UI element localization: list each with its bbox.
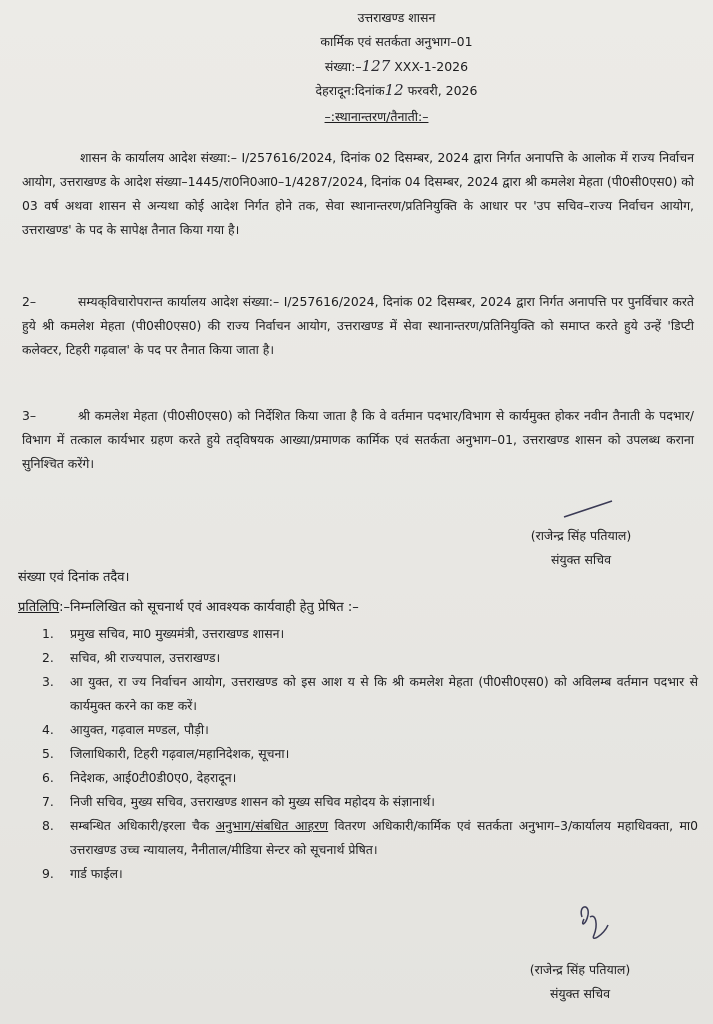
list-item: 4. आयुक्त, गढ़वाल मण्डल, पौड़ी। [42, 722, 209, 737]
paragraph-2 [22, 290, 694, 362]
list-item: 9. गार्ड फाईल। [42, 866, 123, 881]
subject-line: –:स्थानान्तरण/तैनाती:– [324, 109, 429, 124]
order-date-label: देहरादून:दिनांक [315, 83, 385, 98]
department-title: कार्मिक एवं सतर्कता अनुभाग–01 [320, 34, 473, 49]
paragraph-3-text: श्री कमलेश मेहता (पी0सी0एस0) को निर्देशित किया जाता है कि वे वर्तमान पदभार/विभाग से कार्यमुक्त होकर नवीन तैनाती के पदभार/विभाग में तत्काल कार्यभार ग्रहण करते हुये तद्‌विषयक आख्या/प्रमाणक कार्मिक एवं सतर्कता अनुभाग–01, उत्तराखण्ड शासन को उपलब्ध कराना सुनिश्चित करेंगे। [22, 408, 694, 471]
signatory-designation: संयुक्त सचिव [549, 986, 611, 1001]
signature-block-2 [480, 958, 680, 1006]
govt-title: उत्तराखण्ड शासन [357, 10, 436, 25]
paragraph-1: शासन के कार्यालय आदेश संख्या:– I/257616/2024, दिनांक 02 दिसम्बर, 2024 द्वारा निर्गत अनापत्ति के आलोक में राज्य निर्वाचन आयोग, उत्तराखण्ड के आदेश संख्या–1445/रा0नि0आ0–1/4287/2024, दिनांक 04 दिसम्बर, 2024 द्वारा श्री कमलेश मेहता (पी0सी0एस0) को 03 वर्ष अथवा शासन से अन्यथा कोई आदेश निर्गत होने तक, सेवा स्थानान्तरण/प्रतिनियुक्ति के आधार पर 'उप सचिव–राज्य निर्वाचन आयोग, उत्तराखण्ड' के पद के सापेक्ष तैनात किया गया है। [22, 150, 694, 237]
list-item: 1. प्रमुख सचिव, मा0 मुख्यमंत्री, उत्तराखण्ड शासन। [42, 626, 285, 641]
order-number-rest: XXX-1-2026 [394, 59, 469, 74]
paragraph-2-number: 2– [22, 294, 37, 309]
paragraph-3 [22, 404, 694, 476]
list-item: 8. सम्बन्धित अधिकारी/इरला चैक अनुभाग/संबधित आहरण वितरण अधिकारी/कार्मिक एवं सतर्कता अनुभाग–3/कार्यालय महाधिवक्ता, मा0 उत्तराखण्ड उच्च न्यायालय, नैनीताल/मीडिया सेन्टर को सूचनार्थ प्रेषित। [42, 818, 698, 857]
order-date-handwritten: 12 [384, 81, 404, 99]
reference-line: संख्या एवं दिनांक तदैव। [18, 570, 130, 585]
signatory-name: (राजेन्द्र सिंह पतियाल) [530, 528, 632, 543]
order-date [40, 82, 713, 99]
order-number-label: संख्या:– [324, 59, 362, 74]
list-item: 3. आ युक्त, रा ज्य निर्वाचन आयोग, उत्तराखण्ड को इस आश य से कि श्री कमलेश मेहता (पी0सी0एस0) को अविलम्ब वर्तमान पदभार से कार्यमुक्त करने का कष्ट करें। [42, 674, 698, 713]
signature-block-1 [486, 524, 676, 572]
signatory-name: (राजेन्द्र सिंह पतियाल) [529, 962, 631, 977]
order-date-rest: फरवरी, 2026 [407, 83, 478, 98]
order-number [40, 58, 713, 75]
order-number-handwritten: 127 [361, 57, 391, 75]
signature-scribble [570, 895, 630, 945]
copy-to-text: :–निम्नलिखित को सूचनार्थ एवं आवश्यक कार्यवाही हेतु प्रेषित :– [59, 600, 359, 615]
list-item: 6. निदेशक, आई0टी0डी0ए0, देहरादून। [42, 770, 237, 785]
paragraph-3-number: 3– [22, 408, 37, 423]
copy-to-label: प्रतिलिपि [18, 600, 60, 615]
list-item: 7. निजी सचिव, मुख्य सचिव, उत्तराखण्ड शासन को मुख्य सचिव महोदय के संज्ञानार्थ। [42, 794, 436, 809]
recipient-list [22, 622, 698, 886]
list-item: 5. जिलाधिकारी, टिहरी गढ़वाल/महानिदेशक, सूचना। [42, 746, 290, 761]
list-item: 2. सचिव, श्री राज्यपाल, उत्तराखण्ड। [42, 650, 221, 665]
copy-to-line [18, 597, 359, 615]
signatory-designation: संयुक्त सचिव [550, 552, 612, 567]
signature-stroke-1 [560, 497, 620, 521]
paragraph-2-text: सम्यक्‌विचारोपरान्त कार्यालय आदेश संख्या:– I/257616/2024, दिनांक 02 दिसम्बर, 2024 द्वारा निर्गत अनापत्ति पर पुनर्विचार करते हुये श्री कमलेश मेहता (पी0सी0एस0) की राज्य निर्वाचन आयोग, उत्तराखण्ड में सेवा स्थानान्तरण/प्रतिनियुक्ति को समाप्त करते हुये उन्हें 'डिप्टी कलेक्टर, टिहरी गढ़वाल' के पद पर तैनात किया जाता है। [22, 294, 694, 357]
